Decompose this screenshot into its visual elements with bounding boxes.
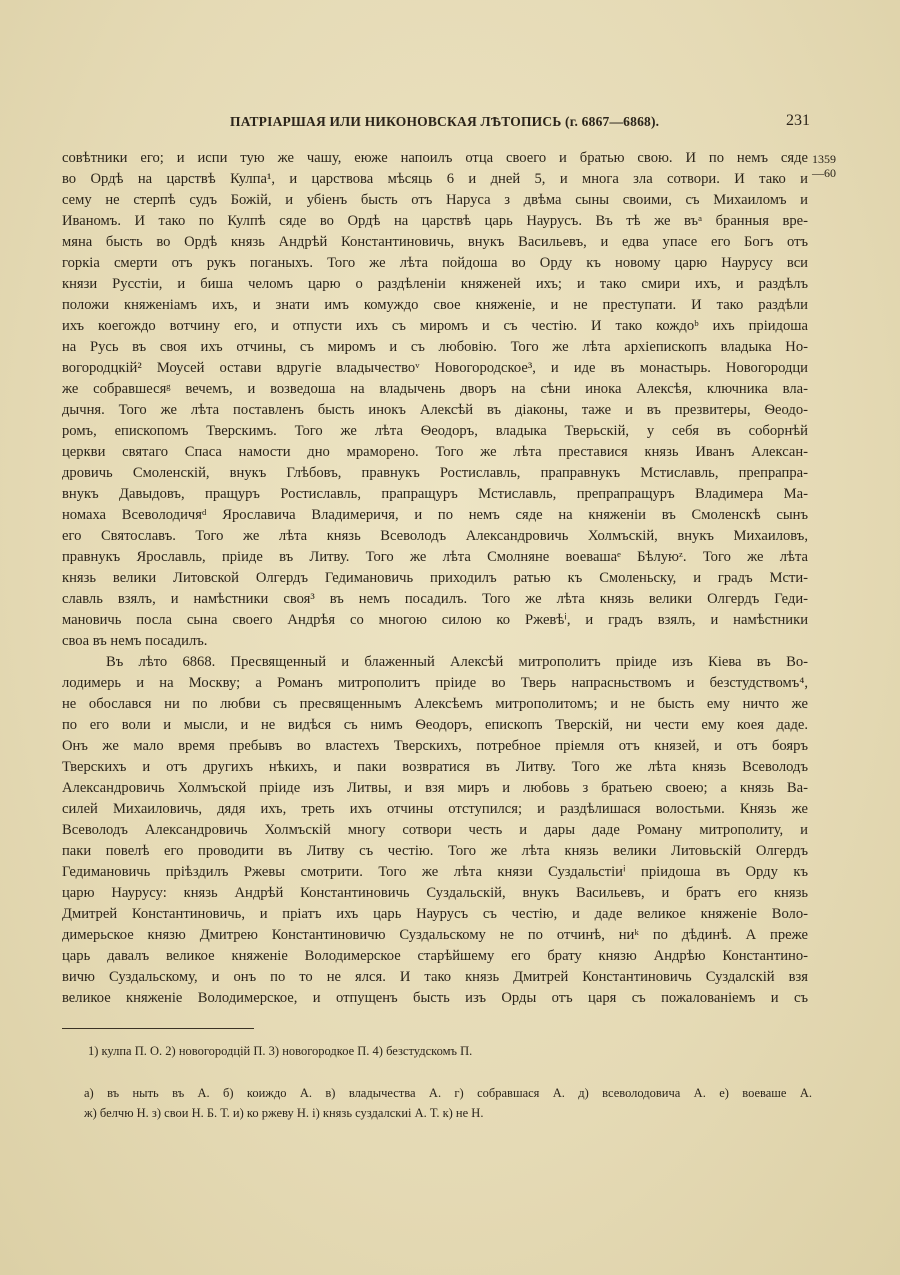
text-line: Тверскихъ и отъ другихъ нѣкихъ, и паки возвратися въ Литву. Того же лѣта князь Всеволодъ xyxy=(62,759,808,775)
footnote-divider xyxy=(62,1028,254,1029)
text-line: славль взялъ, и намѣстники своя³ въ немъ посадилъ. Того же лѣта князь велики Олгердъ Геди- xyxy=(62,591,808,607)
text-line: номаха Всеволодичяᵈ Ярославича Владимеричя, и по немъ сяде на княженіи въ Смоленскѣ сынъ xyxy=(62,507,808,523)
text-line: на Русь въ своя ихъ отчины, съ миромъ и съ любовію. Того же лѣта архіепископъ владыка Но- xyxy=(62,339,808,355)
text-line: димерьское князю Дмитрею Константиновичю Суздальскому не по отчинѣ, ниᵏ по дѣдинѣ. А преже xyxy=(62,927,808,943)
header-title: ПАТРІАРШАЯ ИЛИ НИКОНОВСКАЯ ЛѢТОПИСЬ (г. 6867—6868). xyxy=(230,114,660,129)
text-line: царь давалъ великое княженіе Володимерское старѣйшему его брату князю Андрѣю Константино- xyxy=(62,948,808,964)
text-line: Иваномъ. И тако по Кулпѣ сяде во Ордѣ на царствѣ царь Наурусъ. Въ тѣ же въᵃ бранныя вре- xyxy=(62,213,808,229)
text-line: мяна бысть во Ордѣ князь Андрѣй Константиновичь, внукъ Васильевъ, и едва упасе его Богъ отъ xyxy=(62,234,808,250)
text-line: великое княженіе Володимерское, и отпущенъ бысть изъ Орды отъ царя съ пожалованіемъ и съ xyxy=(62,990,808,1006)
text-line: его Святославъ. Того же лѣта князь Всеволодъ Александровичь Холмъскій, внукъ Михаиловъ, xyxy=(62,528,808,544)
text-line: вичю Суздальскому, и онъ по то не ялся. И тако князь Дмитрей Константиновичь Суздалскій взя xyxy=(62,969,808,985)
text-line: князи Русстіи, и биша челомъ царю о раздѣленіи княженей ихъ; и тако смири ихъ, и раздѣлъ xyxy=(62,276,808,292)
text-line: не обослався ни по любви съ пресвященнымъ Алексѣемъ митрополитомъ; и не бысть ему ничто же xyxy=(62,696,808,712)
text-line: положи княженіамъ ихъ, и знати имъ комуждо свое княженіе, и не преступати. И тако раздѣли xyxy=(62,297,808,313)
text-line: своа въ немъ посадилъ. xyxy=(62,633,208,649)
text-line: по его воли и мысли, и не видѣся съ нимъ Ѳеодоръ, епископъ Тверскій, ни чести ему коея даде. xyxy=(62,717,808,733)
text-line: ихъ коегождо вотчину его, и отпусти ихъ съ миромъ и съ честію. И тако кождоᵇ ихъ пріидоша xyxy=(62,318,808,334)
text-line: Дмитрей Константиновичь, и пріатъ ихъ царь Наурусъ съ честію, и даде великое княженіе Воло- xyxy=(62,906,808,922)
text-line: дровичь Смоленскій, внукъ Глѣбовъ, правнукъ Ростиславль, праправнукъ Мстиславль, препрапра- xyxy=(62,465,808,481)
margin-year-bottom: —60 xyxy=(812,166,836,180)
text-line: Онъ же мало время пребывъ во властехъ Тверскихъ, потребное пріемля отъ князей, и отъ бояръ xyxy=(62,738,808,754)
body-text xyxy=(62,148,808,1009)
text-line: внукъ Давыдовъ, пращуръ Ростиславль, прапращуръ Мстиславль, препрапращуръ Владимера Ма- xyxy=(62,486,808,502)
footnote-variants-line: ж) белчю Н. з) свои Н. Б. Т. и) ко ржеву Н. і) князь суздалскиі А. Т. к) не Н. xyxy=(84,1106,484,1120)
running-header xyxy=(62,114,812,134)
text-line: царю Наурусу: князь Андрѣй Константиновичь Суздальскій, внукъ Васильевъ, и братъ его князь xyxy=(62,885,808,901)
text-line: Всеволодъ Александровичь Холмъскій многу сотвори честь и дары даде Роману митрополиту, и xyxy=(62,822,808,838)
text-line: ромъ, епископомъ Тверскимъ. Того же лѣта Ѳеодоръ, владыка Тверьскій, у себя въ соборнѣй xyxy=(62,423,808,439)
text-line: совѣтники его; и испи тую же чашу, еюже напоилъ отца своего и братью свою. И по немъ сяде xyxy=(62,150,808,166)
text-line: мановичь посла сына своего Андрѣя со многою силою ко Ржевѣⁱ, и градъ взялъ, и намѣстники xyxy=(62,612,808,628)
page-number: 231 xyxy=(786,112,810,129)
text-line: паки повелѣ его проводити въ Литву съ честію. Того же лѣта князь велики Литовьскій Олгердъ xyxy=(62,843,808,859)
text-line: Въ лѣто 6868. Пресвященный и блаженный Алексѣй митрополитъ пріиде изъ Кіева въ Во- xyxy=(106,654,808,670)
text-line: князь велики Литовской Олгердъ Гедимановичь приходилъ ратью къ Смоленьску, и градъ Мсти- xyxy=(62,570,808,586)
text-line: силей Михаиловичь, дядя ихъ, треть ихъ отчины отступился; и раздѣлишася волостьми. Князь же xyxy=(62,801,808,817)
text-line: сему не стерпѣ судъ Божій, и убіенъ бысть отъ Наруса з двѣма сыны своими, съ Михаиломъ и xyxy=(62,192,808,208)
text-line: во Ордѣ на царствѣ Кулпа¹, и царствова мѣсяць 6 и дней 5, и многа зла сотвори. И тако и xyxy=(62,171,808,187)
text-line: правнукъ Ярославль, пріиде въ Литву. Того же лѣта Смолняне воевашаᵉ Бѣлуюᶻ. Того же лѣта xyxy=(62,549,808,565)
text-line: дычня. Того же лѣта поставленъ бысть инокъ Алексѣй въ діаконы, таже и въ презвитеры, Ѳеодо- xyxy=(62,402,808,418)
text-line: Александровичь Холмъской пріиде изъ Литвы, и взя миръ и любовь з братьею своею; а князь Ва- xyxy=(62,780,808,796)
text-line: церкви святаго Спаса намости дно мраморено. Того же лѣта преставися князь Иванъ Алексан- xyxy=(62,444,808,460)
text-line: вогородцкій² Моусей остави вдругіе владычествоᵛ Новогородское³, и иде въ монастырь. Новогородци xyxy=(62,360,808,376)
margin-year-top: 1359 xyxy=(812,152,836,166)
text-line: Гедимановичь пріѣздилъ Ржевы смотрити. Того же лѣта князи Суздальстіиⁱ пріидоша въ Орду къ xyxy=(62,864,808,880)
footnotes-variants xyxy=(84,1083,812,1123)
footnote-variants-line: а) въ ныть въ А. б) коиждо А. в) владычества А. г) собравшася А. д) всеволодовича А. е) воеваше А. xyxy=(84,1086,812,1100)
text-line: горкіа смерти отъ рукъ поганыхъ. Того же лѣта пойдоша во Орду къ новому царю Наурусу вси xyxy=(62,255,808,271)
footnotes-numbered: 1) кулпа П. О. 2) новогородцій П. 3) новогородкое П. 4) безстудскомъ П. xyxy=(88,1044,473,1058)
text-line: лодимерь и на Москву; а Романъ митрополитъ пріиде во Тверь напрасньствомъ и безстудствомъ⁴, xyxy=(62,675,808,691)
text-line: же собравшесяᵍ вечемъ, и возведоша на владычень дворъ на сѣни инока Алексѣя, ключника вла- xyxy=(62,381,808,397)
